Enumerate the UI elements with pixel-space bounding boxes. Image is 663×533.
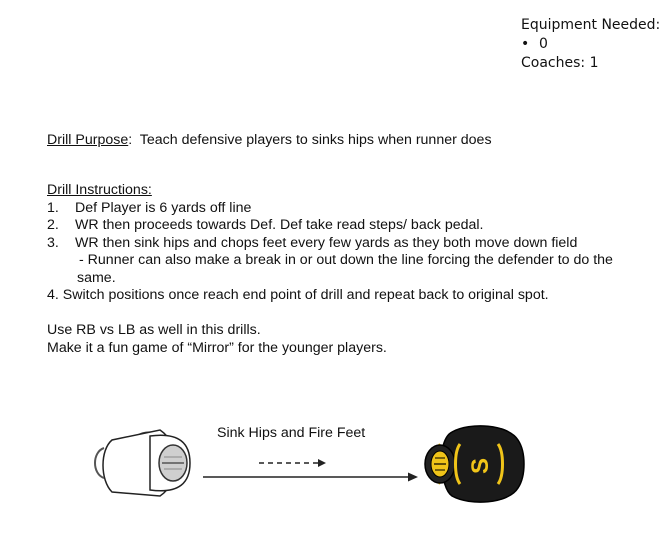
dashed-arrow-icon	[259, 459, 326, 467]
jersey-letter: S	[467, 457, 494, 475]
step-number: 2.	[47, 217, 59, 233]
step-text: WR then sink hips and chops feet every few yards as they both move down field	[75, 234, 578, 251]
solid-arrow-icon	[203, 473, 418, 482]
step-number: 3.	[47, 234, 59, 251]
purpose-text: Teach defensive players to sinks hips when runner does	[139, 132, 492, 148]
note-line: Make it a fun game of “Mirror” for the younger players.	[47, 339, 387, 356]
instruction-sub-line: - Runner can also make a break in or out down the line forcing the defender to do the	[79, 252, 613, 268]
coaches-count: Coaches: 1	[521, 55, 599, 71]
bullet-icon: •	[521, 36, 530, 52]
purpose-sep: :	[128, 132, 140, 148]
note-line: Use RB vs LB as well in this drills.	[47, 322, 261, 338]
instruction-step-4: 4. Switch positions once reach end point of drill and repeat back to original spot.	[47, 287, 549, 303]
step-text: Def Player is 6 yards off line	[75, 199, 252, 216]
runner-player-icon	[95, 430, 190, 496]
defender-player-icon	[425, 426, 524, 502]
step-text: WR then proceeds towards Def. Def take read steps/ back pedal.	[75, 217, 484, 233]
equipment-heading: Equipment Needed:	[521, 17, 661, 33]
purpose-label: Drill Purpose	[47, 132, 129, 148]
step-number: 1.	[47, 199, 59, 216]
instruction-sub-line-cont: same.	[77, 269, 116, 286]
equipment-item-text: 0	[539, 36, 548, 52]
diagram-caption: Sink Hips and Fire Feet	[217, 425, 366, 441]
instructions-heading: Drill Instructions:	[47, 182, 152, 198]
